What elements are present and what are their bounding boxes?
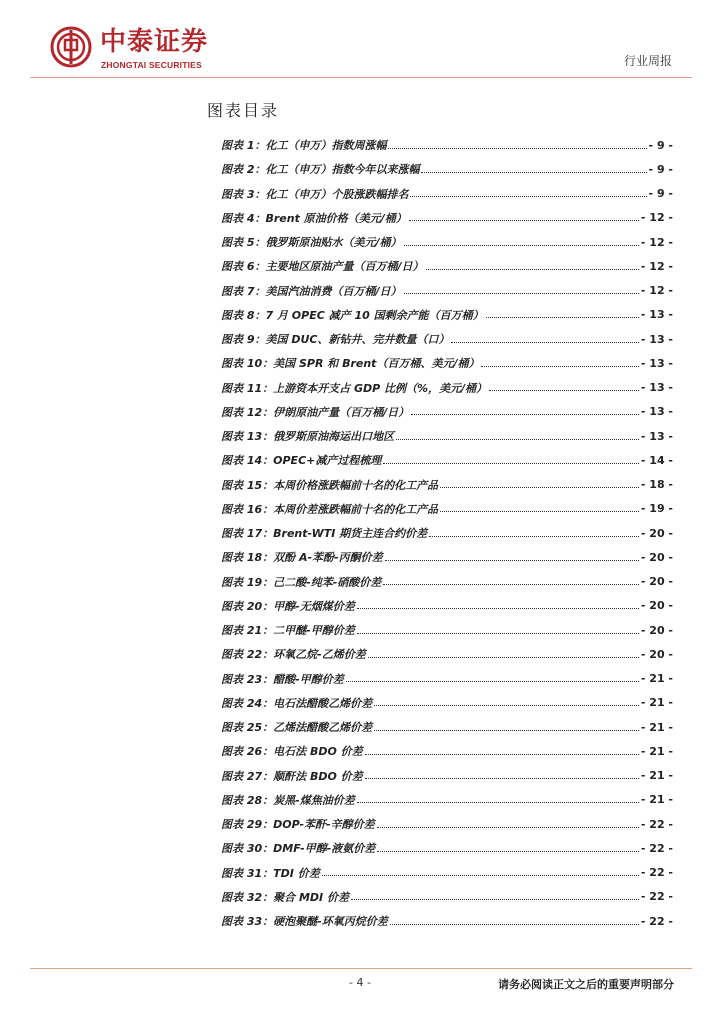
toc-entry[interactable] bbox=[221, 351, 673, 375]
toc-entry[interactable] bbox=[221, 667, 673, 691]
toc-title: 图表目录 bbox=[207, 101, 280, 120]
toc-dot-leader bbox=[440, 487, 639, 488]
toc-entry-page: - 20 - bbox=[640, 647, 673, 661]
toc-entry[interactable] bbox=[221, 424, 673, 448]
toc-entry[interactable] bbox=[221, 594, 673, 618]
toc-entry-page: - 20 - bbox=[640, 575, 673, 589]
toc-entry-label: 图表 12：伊朗原油产量（百万桶/日） bbox=[221, 405, 410, 419]
toc-dot-leader bbox=[451, 342, 638, 343]
toc-entry-label: 图表 1：化工（申万）指数周涨幅 bbox=[221, 139, 387, 153]
toc-entry[interactable] bbox=[221, 254, 673, 278]
footer-disclaimer: 请务必阅读正文之后的重要声明部分 bbox=[498, 978, 674, 991]
toc-entry-page: - 9 - bbox=[648, 162, 673, 176]
toc-dot-leader bbox=[426, 269, 639, 270]
toc-entry-label: 图表 13：俄罗斯原油海运出口地区 bbox=[221, 430, 395, 444]
footer-divider bbox=[30, 968, 692, 969]
toc-dot-leader bbox=[388, 148, 646, 149]
toc-dot-leader bbox=[383, 463, 639, 464]
toc-entry-page: - 14 - bbox=[640, 453, 673, 467]
toc-dot-leader bbox=[357, 608, 639, 609]
toc-entry[interactable] bbox=[221, 764, 673, 788]
toc-entry-label: 图表 31：TDI 价差 bbox=[221, 866, 320, 880]
toc-entry-label: 图表 8：7 月 OPEC 减产 10 国剩余产能（百万桶） bbox=[221, 308, 484, 322]
toc-entry-label: 图表 14：OPEC+减产过程梳理 bbox=[221, 454, 382, 468]
toc-entry-page: - 21 - bbox=[640, 769, 673, 783]
toc-entry[interactable] bbox=[221, 133, 673, 157]
toc-entry[interactable] bbox=[221, 836, 673, 860]
toc-entry[interactable] bbox=[221, 788, 673, 812]
toc-dot-leader bbox=[440, 511, 639, 512]
toc-entry[interactable] bbox=[221, 206, 673, 230]
toc-dot-leader bbox=[357, 633, 639, 634]
toc-dot-leader bbox=[322, 875, 639, 876]
toc-entry-page: - 20 - bbox=[640, 599, 673, 613]
toc-dot-leader bbox=[368, 657, 639, 658]
toc-entry-label: 图表 33：硬泡聚醚-环氧丙烷价差 bbox=[221, 915, 388, 929]
toc-dot-leader bbox=[365, 778, 639, 779]
toc-entry[interactable] bbox=[221, 497, 673, 521]
toc-entry-page: - 20 - bbox=[640, 623, 673, 637]
toc-entry[interactable] bbox=[221, 448, 673, 472]
toc-entry-page: - 22 - bbox=[640, 914, 673, 928]
toc-entry-page: - 22 - bbox=[640, 817, 673, 831]
toc-dot-leader bbox=[489, 390, 639, 391]
toc-entry-page: - 13 - bbox=[640, 332, 673, 346]
toc-entry[interactable] bbox=[221, 812, 673, 836]
toc-entry-label: 图表 21：二甲醚-甲醇价差 bbox=[221, 624, 355, 638]
toc-entry-label: 图表 4：Brent 原油价格（美元/桶） bbox=[221, 211, 407, 225]
toc-entry-page: - 12 - bbox=[640, 211, 673, 225]
report-type-label: 行业周报 bbox=[623, 54, 672, 68]
toc-entry-page: - 12 - bbox=[640, 284, 673, 298]
toc-entry-label: 图表 16：本周价差涨跌幅前十名的化工产品 bbox=[221, 502, 439, 516]
toc-entry[interactable] bbox=[221, 570, 673, 594]
zhongtai-logo-icon bbox=[50, 26, 92, 68]
toc-dot-leader bbox=[481, 366, 638, 367]
toc-entry[interactable] bbox=[221, 473, 673, 497]
header-divider bbox=[30, 77, 692, 78]
toc-entry[interactable] bbox=[221, 279, 673, 303]
toc-entry[interactable] bbox=[221, 715, 673, 739]
toc-entry-page: - 12 - bbox=[640, 235, 673, 249]
toc-entry-page: - 13 - bbox=[640, 381, 673, 395]
toc-entry-label: 图表 26：电石法 BDO 价差 bbox=[221, 745, 363, 759]
page-number: - 4 - bbox=[349, 976, 371, 989]
page-header bbox=[0, 0, 724, 86]
toc-entry[interactable] bbox=[221, 400, 673, 424]
toc-entry-label: 图表 10：美国 SPR 和 Brent（百万桶、美元/桶） bbox=[221, 357, 480, 371]
toc-dot-leader bbox=[365, 754, 639, 755]
toc-entry-label: 图表 24：电石法醋酸乙烯价差 bbox=[221, 696, 373, 710]
toc-dot-leader bbox=[374, 705, 639, 706]
toc-entry[interactable] bbox=[221, 376, 673, 400]
toc-entry[interactable] bbox=[221, 327, 673, 351]
toc-entry-page: - 13 - bbox=[640, 405, 673, 419]
toc-dot-leader bbox=[404, 245, 639, 246]
toc-entry-page: - 20 - bbox=[640, 550, 673, 564]
toc-dot-leader bbox=[404, 293, 639, 294]
toc-entry-page: - 21 - bbox=[640, 744, 673, 758]
toc-entry-label: 图表 29：DOP-苯酐-辛醇价差 bbox=[221, 818, 375, 832]
toc-entry-label: 图表 22：环氧乙烷-乙烯价差 bbox=[221, 648, 366, 662]
toc-entry-label: 图表 15：本周价格涨跌幅前十名的化工产品 bbox=[221, 478, 439, 492]
toc-entry-page: - 21 - bbox=[640, 696, 673, 710]
toc-entry-page: - 20 - bbox=[640, 526, 673, 540]
toc-dot-leader bbox=[346, 681, 639, 682]
toc-entry[interactable] bbox=[221, 545, 673, 569]
toc-entry-page: - 19 - bbox=[640, 502, 673, 516]
toc-dot-leader bbox=[410, 196, 646, 197]
toc-dot-leader bbox=[390, 924, 639, 925]
toc-entry-label: 图表 17：Brent-WTI 期货主连合约价差 bbox=[221, 527, 428, 541]
toc-entry[interactable] bbox=[221, 182, 673, 206]
brand-name-en: ZHONGTAI SECURITIES bbox=[101, 60, 202, 70]
toc-dot-leader bbox=[411, 414, 639, 415]
toc-dot-leader bbox=[383, 584, 639, 585]
toc-entry-page: - 21 - bbox=[640, 793, 673, 807]
toc-dot-leader bbox=[374, 730, 639, 731]
toc-entry-page: - 22 - bbox=[640, 841, 673, 855]
toc-entry[interactable] bbox=[221, 909, 673, 933]
toc-entry-page: - 13 - bbox=[640, 308, 673, 322]
toc-entry[interactable] bbox=[221, 885, 673, 909]
toc-entry[interactable] bbox=[221, 521, 673, 545]
toc-dot-leader bbox=[409, 220, 639, 221]
toc-entry-page: - 22 - bbox=[640, 866, 673, 880]
toc-list bbox=[221, 133, 673, 933]
toc-dot-leader bbox=[377, 827, 639, 828]
toc-entry-label: 图表 27：顺酐法 BDO 价差 bbox=[221, 769, 363, 783]
toc-dot-leader bbox=[385, 560, 639, 561]
toc-entry-label: 图表 7：美国汽油消费（百万桶/日） bbox=[221, 284, 402, 298]
toc-entry-label: 图表 5：俄罗斯原油贴水（美元/桶） bbox=[221, 236, 402, 250]
toc-entry[interactable] bbox=[221, 230, 673, 254]
toc-entry-page: - 21 - bbox=[640, 720, 673, 734]
toc-entry-page: - 9 - bbox=[648, 138, 673, 152]
toc-dot-leader bbox=[396, 439, 639, 440]
toc-entry-label: 图表 9：美国 DUC、新钻井、完井数量（口） bbox=[221, 333, 450, 347]
toc-entry-label: 图表 32：聚合 MDI 价差 bbox=[221, 890, 349, 904]
toc-dot-leader bbox=[486, 317, 639, 318]
toc-entry-page: - 22 - bbox=[640, 890, 673, 904]
toc-entry-label: 图表 30：DMF-甲醇-液氨价差 bbox=[221, 842, 376, 856]
toc-dot-leader bbox=[429, 536, 639, 537]
toc-entry[interactable] bbox=[221, 642, 673, 666]
toc-entry-label: 图表 25：乙烯法醋酸乙烯价差 bbox=[221, 721, 373, 735]
toc-entry-label: 图表 3：化工（申万）个股涨跌幅排名 bbox=[221, 187, 409, 201]
toc-dot-leader bbox=[351, 899, 639, 900]
toc-entry-label: 图表 18：双酚 A-苯酚-丙酮价差 bbox=[221, 551, 383, 565]
toc-entry-label: 图表 2：化工（申万）指数今年以来涨幅 bbox=[221, 163, 420, 177]
toc-dot-leader bbox=[421, 172, 646, 173]
toc-dot-leader bbox=[357, 802, 639, 803]
toc-entry-page: - 13 - bbox=[640, 429, 673, 443]
toc-entry-label: 图表 23：醋酸-甲醇价差 bbox=[221, 672, 344, 686]
toc-entry[interactable] bbox=[221, 861, 673, 885]
toc-entry-label: 图表 20：甲醇-无烟煤价差 bbox=[221, 599, 355, 613]
toc-entry[interactable] bbox=[221, 739, 673, 763]
toc-entry-label: 图表 6：主要地区原油产量（百万桶/日） bbox=[221, 260, 424, 274]
toc-dot-leader bbox=[377, 851, 639, 852]
toc-entry-page: - 12 - bbox=[640, 259, 673, 273]
toc-entry[interactable] bbox=[221, 618, 673, 642]
toc-entry-page: - 18 - bbox=[640, 478, 673, 492]
brand-name-cn: 中泰证券 bbox=[100, 27, 209, 57]
toc-entry-page: - 13 - bbox=[640, 356, 673, 370]
toc-entry-label: 图表 28：炭黑-煤焦油价差 bbox=[221, 793, 355, 807]
toc-entry[interactable] bbox=[221, 157, 673, 181]
toc-entry[interactable] bbox=[221, 303, 673, 327]
toc-entry-label: 图表 11：上游资本开支占 GDP 比例（%，美元/桶） bbox=[221, 381, 488, 395]
toc-entry-page: - 9 - bbox=[648, 187, 673, 201]
toc-entry[interactable] bbox=[221, 691, 673, 715]
toc-entry-page: - 21 - bbox=[640, 672, 673, 686]
toc-entry-label: 图表 19：己二酸-纯苯-硝酸价差 bbox=[221, 575, 382, 589]
